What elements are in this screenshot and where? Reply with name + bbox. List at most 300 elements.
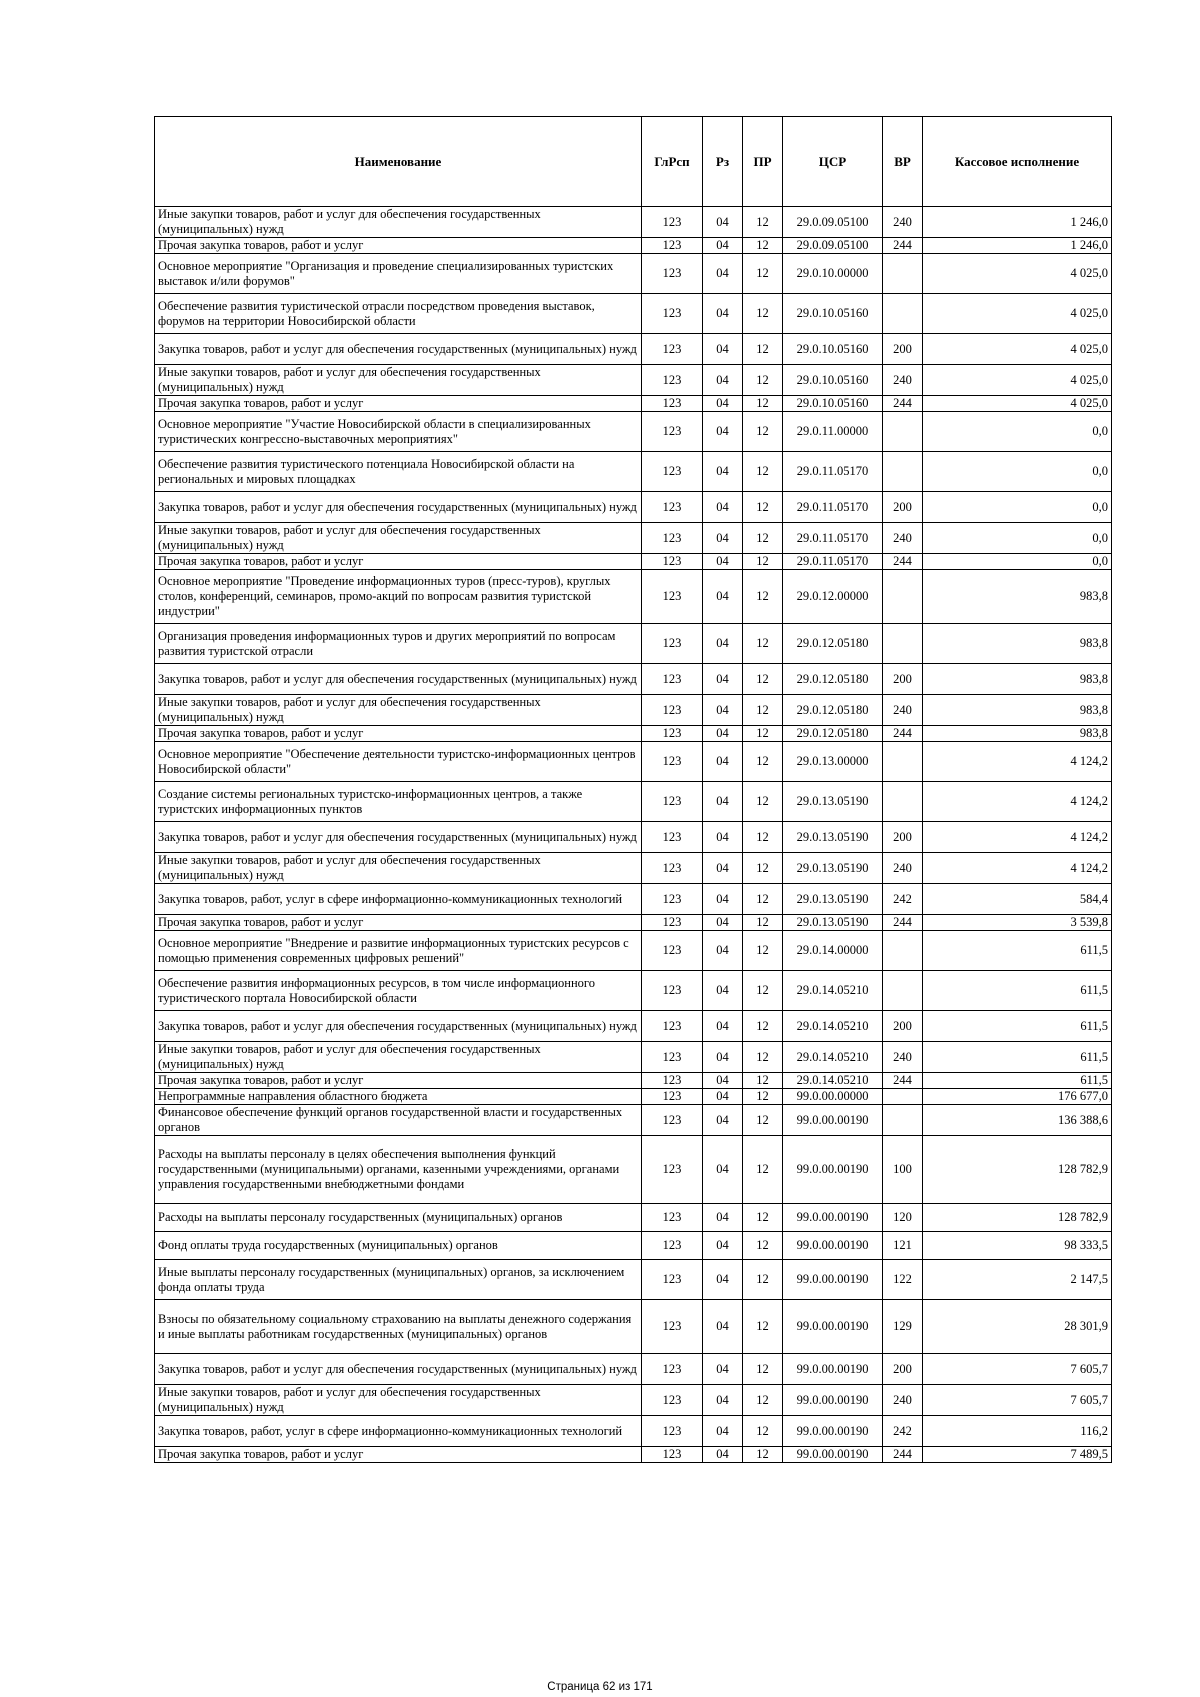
cell-glrsp: 123 [642,853,703,884]
table-row [155,554,1112,570]
cell-vr [883,254,923,294]
cell-glrsp: 123 [642,1416,703,1447]
cell-vr: 200 [883,492,923,523]
cell-csr: 29.0.10.00000 [783,254,883,294]
cell-csr: 29.0.13.05190 [783,884,883,915]
cell-glrsp: 123 [642,931,703,971]
cell-rz: 04 [703,570,743,624]
cell-rz: 04 [703,294,743,334]
cell-amount: 611,5 [923,1011,1112,1042]
cell-vr: 120 [883,1204,923,1232]
cell-glrsp: 123 [642,1354,703,1385]
cell-amount: 136 388,6 [923,1105,1112,1136]
cell-name: Фонд оплаты труда государственных (муниципальных) органов [155,1232,642,1260]
cell-glrsp: 123 [642,365,703,396]
cell-pr: 12 [743,452,783,492]
cell-pr: 12 [743,1089,783,1105]
table-row [155,971,1112,1011]
cell-name: Организация проведения информационных туров и других мероприятий по вопросам развития туристской отрасли [155,624,642,664]
cell-name: Прочая закупка товаров, работ и услуг [155,915,642,931]
cell-name: Закупка товаров, работ и услуг для обеспечения государственных (муниципальных) нужд [155,1011,642,1042]
cell-pr: 12 [743,1073,783,1089]
cell-amount: 983,8 [923,570,1112,624]
cell-amount: 7 489,5 [923,1447,1112,1463]
cell-pr: 12 [743,1300,783,1354]
cell-amount: 0,0 [923,523,1112,554]
cell-glrsp: 123 [642,1232,703,1260]
cell-name: Расходы на выплаты персоналу государственных (муниципальных) органов [155,1204,642,1232]
cell-rz: 04 [703,1136,743,1204]
cell-csr: 99.0.00.00190 [783,1204,883,1232]
cell-name: Закупка товаров, работ, услуг в сфере информационно-коммуникационных технологий [155,884,642,915]
cell-vr: 122 [883,1260,923,1300]
cell-glrsp: 123 [642,1136,703,1204]
cell-pr: 12 [743,782,783,822]
cell-amount: 0,0 [923,554,1112,570]
cell-name: Закупка товаров, работ, услуг в сфере информационно-коммуникационных технологий [155,1416,642,1447]
cell-amount: 7 605,7 [923,1385,1112,1416]
cell-rz: 04 [703,1300,743,1354]
cell-vr: 240 [883,1385,923,1416]
cell-vr: 244 [883,915,923,931]
cell-name: Финансовое обеспечение функций органов государственной власти и государственных органов [155,1105,642,1136]
cell-name: Иные закупки товаров, работ и услуг для обеспечения государственных (муниципальных) нужд [155,1042,642,1073]
header-vr: ВР [883,117,923,207]
cell-csr: 29.0.12.05180 [783,726,883,742]
cell-vr [883,931,923,971]
cell-glrsp: 123 [642,742,703,782]
table-row [155,742,1112,782]
cell-vr [883,971,923,1011]
cell-glrsp: 123 [642,822,703,853]
cell-pr: 12 [743,742,783,782]
cell-glrsp: 123 [642,396,703,412]
cell-name: Основное мероприятие "Внедрение и развитие информационных туристских ресурсов с помощью применения современных цифровых решений" [155,931,642,971]
cell-rz: 04 [703,207,743,238]
cell-glrsp: 123 [642,782,703,822]
cell-rz: 04 [703,1447,743,1463]
cell-csr: 29.0.11.05170 [783,554,883,570]
table-row [155,1447,1112,1463]
cell-vr: 244 [883,238,923,254]
cell-rz: 04 [703,664,743,695]
cell-vr [883,452,923,492]
cell-pr: 12 [743,396,783,412]
cell-glrsp: 123 [642,726,703,742]
cell-vr: 244 [883,396,923,412]
cell-csr: 29.0.11.00000 [783,412,883,452]
cell-rz: 04 [703,971,743,1011]
cell-amount: 4 124,2 [923,822,1112,853]
cell-amount: 28 301,9 [923,1300,1112,1354]
cell-amount: 0,0 [923,452,1112,492]
cell-rz: 04 [703,822,743,853]
cell-rz: 04 [703,1042,743,1073]
table-row [155,915,1112,931]
cell-name: Иные выплаты персоналу государственных (муниципальных) органов, за исключением фонда оплаты труда [155,1260,642,1300]
budget-table [154,116,1112,1463]
cell-csr: 29.0.13.05190 [783,915,883,931]
cell-amount: 4 124,2 [923,782,1112,822]
cell-name: Иные закупки товаров, работ и услуг для обеспечения государственных (муниципальных) нужд [155,1385,642,1416]
cell-csr: 29.0.14.05210 [783,971,883,1011]
cell-vr: 121 [883,1232,923,1260]
cell-name: Прочая закупка товаров, работ и услуг [155,554,642,570]
cell-rz: 04 [703,254,743,294]
cell-name: Основное мероприятие "Проведение информационных туров (пресс-туров), круглых столов, конференций, семинаров, промо-акций по вопросам развития туристской индустрии" [155,570,642,624]
cell-glrsp: 123 [642,915,703,931]
cell-pr: 12 [743,931,783,971]
cell-glrsp: 123 [642,1073,703,1089]
cell-csr: 29.0.12.05180 [783,695,883,726]
cell-rz: 04 [703,1232,743,1260]
cell-name: Закупка товаров, работ и услуг для обеспечения государственных (муниципальных) нужд [155,492,642,523]
cell-name: Прочая закупка товаров, работ и услуг [155,396,642,412]
table-row [155,570,1112,624]
cell-glrsp: 123 [642,695,703,726]
cell-pr: 12 [743,238,783,254]
cell-amount: 4 025,0 [923,254,1112,294]
cell-amount: 98 333,5 [923,1232,1112,1260]
cell-csr: 99.0.00.00190 [783,1447,883,1463]
cell-vr: 240 [883,1042,923,1073]
cell-csr: 99.0.00.00190 [783,1385,883,1416]
cell-glrsp: 123 [642,334,703,365]
cell-pr: 12 [743,294,783,334]
cell-amount: 4 025,0 [923,334,1112,365]
cell-amount: 0,0 [923,412,1112,452]
cell-csr: 99.0.00.00190 [783,1232,883,1260]
cell-name: Закупка товаров, работ и услуг для обеспечения государственных (муниципальных) нужд [155,1354,642,1385]
cell-name: Непрограммные направления областного бюджета [155,1089,642,1105]
cell-csr: 99.0.00.00190 [783,1416,883,1447]
table-row [155,1089,1112,1105]
cell-vr: 244 [883,1447,923,1463]
cell-csr: 29.0.13.05190 [783,782,883,822]
cell-csr: 29.0.12.00000 [783,570,883,624]
cell-amount: 611,5 [923,1073,1112,1089]
table-row [155,396,1112,412]
cell-glrsp: 123 [642,1204,703,1232]
cell-csr: 29.0.11.05170 [783,523,883,554]
page-number: Страница 62 из 171 [547,1681,653,1693]
cell-amount: 128 782,9 [923,1204,1112,1232]
table-row [155,254,1112,294]
cell-vr [883,624,923,664]
cell-pr: 12 [743,523,783,554]
cell-name: Иные закупки товаров, работ и услуг для обеспечения государственных (муниципальных) нужд [155,695,642,726]
cell-rz: 04 [703,931,743,971]
cell-name: Расходы на выплаты персоналу в целях обеспечения выполнения функций государственными (муниципальными) органами, казенными учреждениями, органами управления государственными внебюджетными фондами [155,1136,642,1204]
cell-vr: 200 [883,664,923,695]
cell-csr: 29.0.10.05160 [783,294,883,334]
cell-amount: 128 782,9 [923,1136,1112,1204]
table-row [155,1354,1112,1385]
cell-amount: 611,5 [923,931,1112,971]
cell-amount: 983,8 [923,726,1112,742]
cell-glrsp: 123 [642,1260,703,1300]
cell-amount: 176 677,0 [923,1089,1112,1105]
cell-vr: 240 [883,523,923,554]
cell-glrsp: 123 [642,570,703,624]
table-row [155,1416,1112,1447]
cell-name: Обеспечение развития туристического потенциала Новосибирской области на региональных и мировых площадках [155,452,642,492]
cell-pr: 12 [743,822,783,853]
cell-name: Основное мероприятие "Участие Новосибирской области в специализированных туристических конгрессно-выставочных мероприятиях" [155,412,642,452]
header-csr: ЦСР [783,117,883,207]
cell-rz: 04 [703,726,743,742]
cell-csr: 29.0.09.05100 [783,207,883,238]
cell-csr: 29.0.11.05170 [783,452,883,492]
table-row [155,1105,1112,1136]
table-row [155,624,1112,664]
cell-csr: 29.0.09.05100 [783,238,883,254]
cell-rz: 04 [703,523,743,554]
table-row [155,412,1112,452]
cell-pr: 12 [743,412,783,452]
table-row [155,1260,1112,1300]
header-amount: Кассовое исполнение [923,117,1112,207]
cell-pr: 12 [743,624,783,664]
cell-pr: 12 [743,1260,783,1300]
cell-pr: 12 [743,1385,783,1416]
cell-rz: 04 [703,1089,743,1105]
cell-vr [883,570,923,624]
cell-name: Обеспечение развития информационных ресурсов, в том числе информационного туристического портала Новосибирской области [155,971,642,1011]
cell-vr: 240 [883,365,923,396]
cell-amount: 983,8 [923,624,1112,664]
table-row [155,931,1112,971]
cell-glrsp: 123 [642,254,703,294]
cell-vr: 240 [883,207,923,238]
cell-pr: 12 [743,1232,783,1260]
cell-glrsp: 123 [642,1447,703,1463]
cell-vr: 242 [883,1416,923,1447]
table-row [155,1385,1112,1416]
cell-amount: 1 246,0 [923,238,1112,254]
cell-amount: 0,0 [923,492,1112,523]
table-row [155,782,1112,822]
cell-amount: 4 124,2 [923,853,1112,884]
cell-glrsp: 123 [642,624,703,664]
cell-pr: 12 [743,664,783,695]
cell-name: Основное мероприятие "Обеспечение деятельности туристско-информационных центров Новосибирской области" [155,742,642,782]
cell-vr: 129 [883,1300,923,1354]
cell-amount: 2 147,5 [923,1260,1112,1300]
cell-vr: 244 [883,726,923,742]
cell-csr: 29.0.12.05180 [783,664,883,695]
cell-pr: 12 [743,884,783,915]
cell-vr: 200 [883,822,923,853]
cell-name: Обеспечение развития туристической отрасли посредством проведения выставок, форумов на территории Новосибирской области [155,294,642,334]
cell-pr: 12 [743,1204,783,1232]
cell-csr: 29.0.10.05160 [783,365,883,396]
cell-rz: 04 [703,853,743,884]
cell-rz: 04 [703,1011,743,1042]
cell-rz: 04 [703,396,743,412]
cell-pr: 12 [743,554,783,570]
cell-csr: 29.0.13.05190 [783,853,883,884]
cell-glrsp: 123 [642,1300,703,1354]
cell-csr: 29.0.14.05210 [783,1073,883,1089]
cell-name: Иные закупки товаров, работ и услуг для обеспечения государственных (муниципальных) нужд [155,853,642,884]
cell-rz: 04 [703,1385,743,1416]
cell-csr: 29.0.12.05180 [783,624,883,664]
cell-amount: 584,4 [923,884,1112,915]
cell-pr: 12 [743,1354,783,1385]
table-header-row [155,117,1112,207]
cell-amount: 611,5 [923,971,1112,1011]
cell-rz: 04 [703,695,743,726]
cell-vr [883,742,923,782]
cell-pr: 12 [743,853,783,884]
cell-name: Прочая закупка товаров, работ и услуг [155,1073,642,1089]
cell-vr: 200 [883,334,923,365]
cell-amount: 1 246,0 [923,207,1112,238]
cell-name: Прочая закупка товаров, работ и услуг [155,238,642,254]
table-row [155,1073,1112,1089]
cell-pr: 12 [743,1011,783,1042]
cell-amount: 983,8 [923,664,1112,695]
cell-pr: 12 [743,570,783,624]
table-row [155,207,1112,238]
cell-rz: 04 [703,1204,743,1232]
cell-rz: 04 [703,334,743,365]
cell-name: Закупка товаров, работ и услуг для обеспечения государственных (муниципальных) нужд [155,334,642,365]
cell-name: Взносы по обязательному социальному страхованию на выплаты денежного содержания и иные выплаты работникам государственных (муниципальных) органов [155,1300,642,1354]
cell-csr: 29.0.13.05190 [783,822,883,853]
cell-glrsp: 123 [642,1011,703,1042]
cell-pr: 12 [743,254,783,294]
table-row [155,695,1112,726]
cell-rz: 04 [703,1416,743,1447]
cell-rz: 04 [703,412,743,452]
cell-name: Прочая закупка товаров, работ и услуг [155,1447,642,1463]
cell-rz: 04 [703,1260,743,1300]
cell-rz: 04 [703,1073,743,1089]
header-name: Наименование [155,117,642,207]
cell-vr: 240 [883,695,923,726]
cell-csr: 99.0.00.00190 [783,1260,883,1300]
header-rz: Рз [703,117,743,207]
cell-rz: 04 [703,782,743,822]
cell-rz: 04 [703,365,743,396]
cell-amount: 4 025,0 [923,365,1112,396]
cell-pr: 12 [743,1447,783,1463]
cell-glrsp: 123 [642,238,703,254]
cell-pr: 12 [743,365,783,396]
cell-amount: 611,5 [923,1042,1112,1073]
cell-csr: 29.0.11.05170 [783,492,883,523]
table-row [155,523,1112,554]
cell-glrsp: 123 [642,294,703,334]
cell-rz: 04 [703,1105,743,1136]
cell-pr: 12 [743,1105,783,1136]
cell-vr [883,1089,923,1105]
cell-pr: 12 [743,1416,783,1447]
cell-amount: 4 124,2 [923,742,1112,782]
cell-pr: 12 [743,1042,783,1073]
table-row [155,334,1112,365]
cell-name: Закупка товаров, работ и услуг для обеспечения государственных (муниципальных) нужд [155,664,642,695]
cell-rz: 04 [703,915,743,931]
cell-name: Иные закупки товаров, работ и услуг для обеспечения государственных (муниципальных) нужд [155,523,642,554]
cell-vr: 200 [883,1011,923,1042]
table-row [155,1042,1112,1073]
cell-csr: 29.0.13.00000 [783,742,883,782]
cell-csr: 99.0.00.00000 [783,1089,883,1105]
table-row [155,492,1112,523]
table-row [155,1136,1112,1204]
cell-pr: 12 [743,971,783,1011]
cell-glrsp: 123 [642,664,703,695]
cell-csr: 29.0.14.05210 [783,1042,883,1073]
table-row [155,365,1112,396]
cell-csr: 99.0.00.00190 [783,1136,883,1204]
cell-rz: 04 [703,1354,743,1385]
cell-csr: 29.0.10.05160 [783,334,883,365]
cell-vr [883,782,923,822]
table-row [155,238,1112,254]
cell-csr: 29.0.14.00000 [783,931,883,971]
header-pr: ПР [743,117,783,207]
cell-rz: 04 [703,492,743,523]
cell-vr: 100 [883,1136,923,1204]
cell-amount: 3 539,8 [923,915,1112,931]
table-row [155,1011,1112,1042]
cell-pr: 12 [743,915,783,931]
cell-glrsp: 123 [642,1385,703,1416]
cell-glrsp: 123 [642,884,703,915]
cell-glrsp: 123 [642,971,703,1011]
cell-pr: 12 [743,334,783,365]
cell-amount: 4 025,0 [923,396,1112,412]
cell-name: Иные закупки товаров, работ и услуг для обеспечения государственных (муниципальных) нужд [155,365,642,396]
cell-amount: 983,8 [923,695,1112,726]
cell-vr: 244 [883,1073,923,1089]
cell-rz: 04 [703,884,743,915]
cell-glrsp: 123 [642,207,703,238]
cell-amount: 7 605,7 [923,1354,1112,1385]
cell-rz: 04 [703,554,743,570]
table-row [155,664,1112,695]
cell-glrsp: 123 [642,554,703,570]
cell-name: Создание системы региональных туристско-информационных центров, а также туристских информационных пунктов [155,782,642,822]
cell-rz: 04 [703,238,743,254]
cell-vr [883,412,923,452]
cell-glrsp: 123 [642,1089,703,1105]
table-row [155,1204,1112,1232]
cell-name: Основное мероприятие "Организация и проведение специализированных туристских выставок и/или форумов" [155,254,642,294]
header-glrsp: ГлРсп [642,117,703,207]
cell-csr: 29.0.10.05160 [783,396,883,412]
cell-glrsp: 123 [642,412,703,452]
cell-rz: 04 [703,624,743,664]
cell-glrsp: 123 [642,492,703,523]
table-row [155,1232,1112,1260]
cell-amount: 116,2 [923,1416,1112,1447]
cell-pr: 12 [743,207,783,238]
cell-rz: 04 [703,452,743,492]
table-row [155,726,1112,742]
cell-pr: 12 [743,726,783,742]
cell-vr: 242 [883,884,923,915]
table-row [155,1300,1112,1354]
cell-name: Иные закупки товаров, работ и услуг для обеспечения государственных (муниципальных) нужд [155,207,642,238]
table-body [155,207,1112,1463]
cell-amount: 4 025,0 [923,294,1112,334]
cell-csr: 99.0.00.00190 [783,1354,883,1385]
